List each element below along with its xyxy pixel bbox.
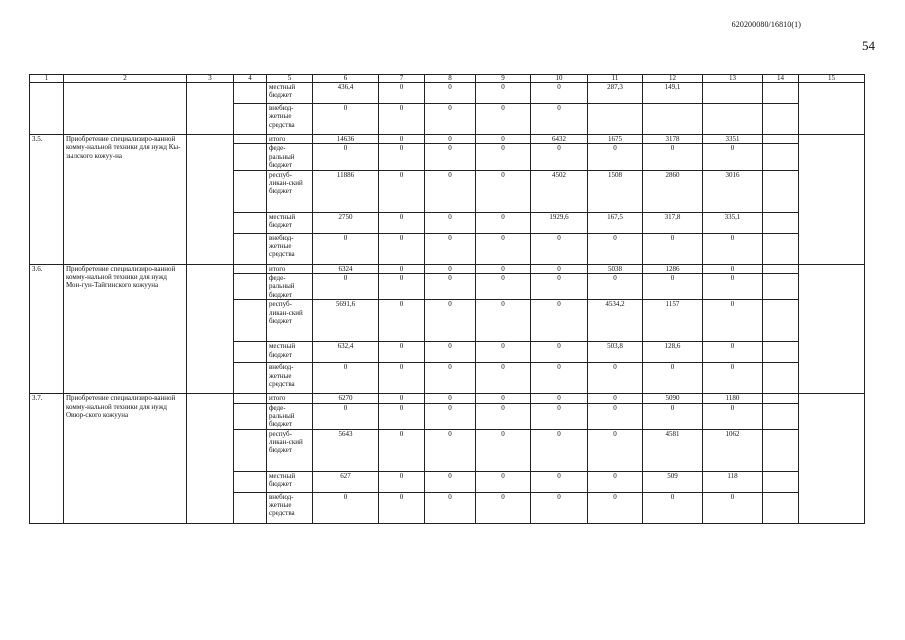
- funding-source: местный бюджет: [267, 342, 313, 363]
- value-col-8: 0: [425, 135, 476, 144]
- value-col-11: 4534,2: [588, 300, 643, 342]
- funding-source: внебюд-жетные средства: [267, 233, 313, 264]
- value-col-13: 0: [703, 363, 763, 394]
- value-col-10: 0: [531, 83, 588, 104]
- value-col-9: 0: [476, 394, 531, 403]
- value-col-7: 0: [379, 144, 425, 170]
- value-col-10: 4502: [531, 170, 588, 212]
- value-col-11: 0: [588, 429, 643, 471]
- value-col-9: 0: [476, 273, 531, 299]
- value-col-12: 0: [643, 273, 703, 299]
- table-row: [30, 394, 865, 403]
- value-col-6: 0: [313, 403, 379, 429]
- column-3-cell: [187, 264, 234, 394]
- value-col-12: 5090: [643, 394, 703, 403]
- value-col-12: 0: [643, 144, 703, 170]
- item-title: Приобретение специализиро-ванной комму-нальной техники для нужд Мон-гун-Тайгинского кожууна: [64, 264, 187, 394]
- value-col-8: 0: [425, 471, 476, 492]
- column-14-cell: [763, 104, 799, 135]
- column-14-cell: [763, 144, 799, 170]
- value-col-6: 0: [313, 144, 379, 170]
- column-4-cell: [234, 429, 267, 471]
- value-col-9: 0: [476, 363, 531, 394]
- value-col-12: 317,8: [643, 212, 703, 233]
- value-col-9: 0: [476, 144, 531, 170]
- value-col-8: 0: [425, 104, 476, 135]
- column-14-cell: [763, 403, 799, 429]
- column-4-cell: [234, 403, 267, 429]
- value-col-13: 0: [703, 492, 763, 523]
- value-col-6: 6270: [313, 394, 379, 403]
- column-header-1: 1: [30, 75, 64, 83]
- funding-source: феде-ральный бюджет: [267, 144, 313, 170]
- value-col-7: 0: [379, 471, 425, 492]
- funding-source: феде-ральный бюджет: [267, 403, 313, 429]
- value-col-6: 6324: [313, 264, 379, 273]
- column-header-13: 13: [703, 75, 763, 83]
- column-header-9: 9: [476, 75, 531, 83]
- value-col-10: 0: [531, 273, 588, 299]
- value-col-7: 0: [379, 403, 425, 429]
- value-col-13: 3351: [703, 135, 763, 144]
- value-col-7: 0: [379, 429, 425, 471]
- item-number: 3.7.: [30, 394, 64, 524]
- value-col-11: 0: [588, 492, 643, 523]
- funding-source: феде-ральный бюджет: [267, 273, 313, 299]
- value-col-12: 128,6: [643, 342, 703, 363]
- value-col-13: 0: [703, 144, 763, 170]
- column-header-4: 4: [234, 75, 267, 83]
- value-col-10: 0: [531, 233, 588, 264]
- value-col-11: [588, 104, 643, 135]
- funding-source: внебюд-жетные средства: [267, 363, 313, 394]
- column-4-cell: [234, 144, 267, 170]
- value-col-13: 0: [703, 233, 763, 264]
- column-14-cell: [763, 83, 799, 104]
- value-col-7: 0: [379, 233, 425, 264]
- value-col-13: 118: [703, 471, 763, 492]
- value-col-7: 0: [379, 492, 425, 523]
- value-col-8: 0: [425, 264, 476, 273]
- column-14-cell: [763, 273, 799, 299]
- value-col-10: 0: [531, 429, 588, 471]
- column-4-cell: [234, 363, 267, 394]
- document-id: 620200080/16810(1): [731, 20, 801, 29]
- column-14-cell: [763, 170, 799, 212]
- column-4-cell: [234, 394, 267, 403]
- value-col-9: 0: [476, 83, 531, 104]
- value-col-6: 436,4: [313, 83, 379, 104]
- column-header-15: 15: [799, 75, 865, 83]
- column-14-cell: [763, 363, 799, 394]
- column-header-6: 6: [313, 75, 379, 83]
- value-col-12: 149,1: [643, 83, 703, 104]
- value-col-11: 287,3: [588, 83, 643, 104]
- item-number: [30, 83, 64, 135]
- value-col-10: 0: [531, 403, 588, 429]
- value-col-7: 0: [379, 363, 425, 394]
- column-14-cell: [763, 394, 799, 403]
- value-col-12: 2860: [643, 170, 703, 212]
- funding-source: итого: [267, 394, 313, 403]
- column-14-cell: [763, 212, 799, 233]
- value-col-9: 0: [476, 264, 531, 273]
- column-4-cell: [234, 212, 267, 233]
- column-15-cell: [799, 394, 865, 524]
- item-number: 3.5.: [30, 135, 64, 265]
- value-col-13: 0: [703, 273, 763, 299]
- value-col-9: 0: [476, 170, 531, 212]
- value-col-9: 0: [476, 233, 531, 264]
- value-col-6: 0: [313, 233, 379, 264]
- value-col-10: 0: [531, 300, 588, 342]
- value-col-8: 0: [425, 363, 476, 394]
- value-col-13: 0: [703, 300, 763, 342]
- value-col-6: 627: [313, 471, 379, 492]
- column-3-cell: [187, 394, 234, 524]
- value-col-6: 5643: [313, 429, 379, 471]
- value-col-12: 1157: [643, 300, 703, 342]
- budget-table: [29, 74, 865, 524]
- value-col-11: 0: [588, 233, 643, 264]
- value-col-10: 0: [531, 471, 588, 492]
- column-14-cell: [763, 429, 799, 471]
- value-col-8: 0: [425, 233, 476, 264]
- funding-source: местный бюджет: [267, 212, 313, 233]
- item-title: Приобретение специализиро-ванной комму-нальной техники для нужд Кы-зылского кожуу-на: [64, 135, 187, 265]
- value-col-10: 0: [531, 264, 588, 273]
- value-col-13: [703, 104, 763, 135]
- value-col-11: 0: [588, 363, 643, 394]
- value-col-8: 0: [425, 170, 476, 212]
- column-header-7: 7: [379, 75, 425, 83]
- header-row: [30, 75, 865, 83]
- value-col-8: 0: [425, 212, 476, 233]
- column-14-cell: [763, 300, 799, 342]
- funding-source: внебюд-жетные средства: [267, 492, 313, 523]
- column-4-cell: [234, 104, 267, 135]
- value-col-10: 1929,6: [531, 212, 588, 233]
- value-col-12: 4581: [643, 429, 703, 471]
- value-col-6: 2750: [313, 212, 379, 233]
- value-col-11: 0: [588, 471, 643, 492]
- value-col-10: 0: [531, 394, 588, 403]
- value-col-6: 5691,6: [313, 300, 379, 342]
- value-col-9: 0: [476, 492, 531, 523]
- value-col-10: 0: [531, 144, 588, 170]
- value-col-10: 0: [531, 363, 588, 394]
- value-col-6: 0: [313, 363, 379, 394]
- item-title: [64, 83, 187, 135]
- value-col-8: 0: [425, 342, 476, 363]
- value-col-9: 0: [476, 104, 531, 135]
- value-col-13: 0: [703, 403, 763, 429]
- value-col-9: 0: [476, 212, 531, 233]
- table-row: [30, 83, 865, 104]
- value-col-9: 0: [476, 471, 531, 492]
- column-header-3: 3: [187, 75, 234, 83]
- value-col-12: [643, 104, 703, 135]
- value-col-13: 0: [703, 264, 763, 273]
- column-4-cell: [234, 135, 267, 144]
- column-14-cell: [763, 471, 799, 492]
- value-col-8: 0: [425, 144, 476, 170]
- column-14-cell: [763, 233, 799, 264]
- column-4-cell: [234, 264, 267, 273]
- item-number: 3.6.: [30, 264, 64, 394]
- column-header-11: 11: [588, 75, 643, 83]
- value-col-6: 0: [313, 492, 379, 523]
- value-col-10: 0: [531, 104, 588, 135]
- value-col-12: 1286: [643, 264, 703, 273]
- funding-source: респуб-ликан-ский бюджет: [267, 429, 313, 471]
- value-col-8: 0: [425, 403, 476, 429]
- item-title: Приобретение специализиро-ванной комму-нальной техники для нужд Овюр-ского кожууна: [64, 394, 187, 524]
- value-col-11: 167,5: [588, 212, 643, 233]
- value-col-7: 0: [379, 342, 425, 363]
- column-15-cell: [799, 135, 865, 265]
- table-body: [30, 75, 865, 524]
- value-col-9: 0: [476, 342, 531, 363]
- column-14-cell: [763, 135, 799, 144]
- value-col-12: 0: [643, 403, 703, 429]
- value-col-11: 1508: [588, 170, 643, 212]
- value-col-13: 1180: [703, 394, 763, 403]
- value-col-7: 0: [379, 83, 425, 104]
- column-14-cell: [763, 264, 799, 273]
- value-col-7: 0: [379, 264, 425, 273]
- value-col-13: 335,1: [703, 212, 763, 233]
- value-col-7: 0: [379, 104, 425, 135]
- value-col-13: [703, 83, 763, 104]
- column-15-cell: [799, 83, 865, 135]
- column-4-cell: [234, 273, 267, 299]
- value-col-11: 0: [588, 394, 643, 403]
- value-col-7: 0: [379, 394, 425, 403]
- value-col-11: 1675: [588, 135, 643, 144]
- value-col-7: 0: [379, 300, 425, 342]
- value-col-12: 0: [643, 233, 703, 264]
- value-col-8: 0: [425, 429, 476, 471]
- table-row: [30, 264, 865, 273]
- value-col-6: 14636: [313, 135, 379, 144]
- value-col-9: 0: [476, 300, 531, 342]
- column-header-5: 5: [267, 75, 313, 83]
- value-col-8: 0: [425, 492, 476, 523]
- value-col-6: 632,4: [313, 342, 379, 363]
- value-col-6: 0: [313, 273, 379, 299]
- page-number: 54: [862, 38, 875, 53]
- value-col-11: 0: [588, 273, 643, 299]
- column-4-cell: [234, 300, 267, 342]
- value-col-12: 0: [643, 363, 703, 394]
- column-header-10: 10: [531, 75, 588, 83]
- value-col-7: 0: [379, 170, 425, 212]
- value-col-8: 0: [425, 300, 476, 342]
- value-col-8: 0: [425, 394, 476, 403]
- value-col-6: 11886: [313, 170, 379, 212]
- funding-source: внебюд-жетные средства: [267, 104, 313, 135]
- column-4-cell: [234, 233, 267, 264]
- column-4-cell: [234, 83, 267, 104]
- value-col-12: 0: [643, 492, 703, 523]
- funding-source: итого: [267, 135, 313, 144]
- column-14-cell: [763, 492, 799, 523]
- column-4-cell: [234, 492, 267, 523]
- value-col-7: 0: [379, 212, 425, 233]
- column-4-cell: [234, 342, 267, 363]
- value-col-8: 0: [425, 273, 476, 299]
- column-header-12: 12: [643, 75, 703, 83]
- value-col-11: 5038: [588, 264, 643, 273]
- value-col-13: 3016: [703, 170, 763, 212]
- value-col-13: 1062: [703, 429, 763, 471]
- funding-source: местный бюджет: [267, 471, 313, 492]
- value-col-9: 0: [476, 429, 531, 471]
- value-col-12: 3178: [643, 135, 703, 144]
- column-3-cell: [187, 135, 234, 265]
- value-col-11: 0: [588, 403, 643, 429]
- column-header-14: 14: [763, 75, 799, 83]
- value-col-13: 0: [703, 342, 763, 363]
- funding-source: итого: [267, 264, 313, 273]
- value-col-9: 0: [476, 403, 531, 429]
- value-col-12: 509: [643, 471, 703, 492]
- column-14-cell: [763, 342, 799, 363]
- funding-source: респуб-ликан-ский бюджет: [267, 170, 313, 212]
- column-header-2: 2: [64, 75, 187, 83]
- value-col-10: 6432: [531, 135, 588, 144]
- value-col-10: 0: [531, 492, 588, 523]
- value-col-9: 0: [476, 135, 531, 144]
- value-col-11: 0: [588, 144, 643, 170]
- column-3-cell: [187, 83, 234, 135]
- value-col-6: 0: [313, 104, 379, 135]
- value-col-11: 503,8: [588, 342, 643, 363]
- column-header-8: 8: [425, 75, 476, 83]
- value-col-7: 0: [379, 135, 425, 144]
- funding-source: респуб-ликан-ский бюджет: [267, 300, 313, 342]
- table-row: [30, 135, 865, 144]
- value-col-10: 0: [531, 342, 588, 363]
- column-15-cell: [799, 264, 865, 394]
- value-col-7: 0: [379, 273, 425, 299]
- column-4-cell: [234, 471, 267, 492]
- funding-source: местный бюджет: [267, 83, 313, 104]
- value-col-8: 0: [425, 83, 476, 104]
- column-4-cell: [234, 170, 267, 212]
